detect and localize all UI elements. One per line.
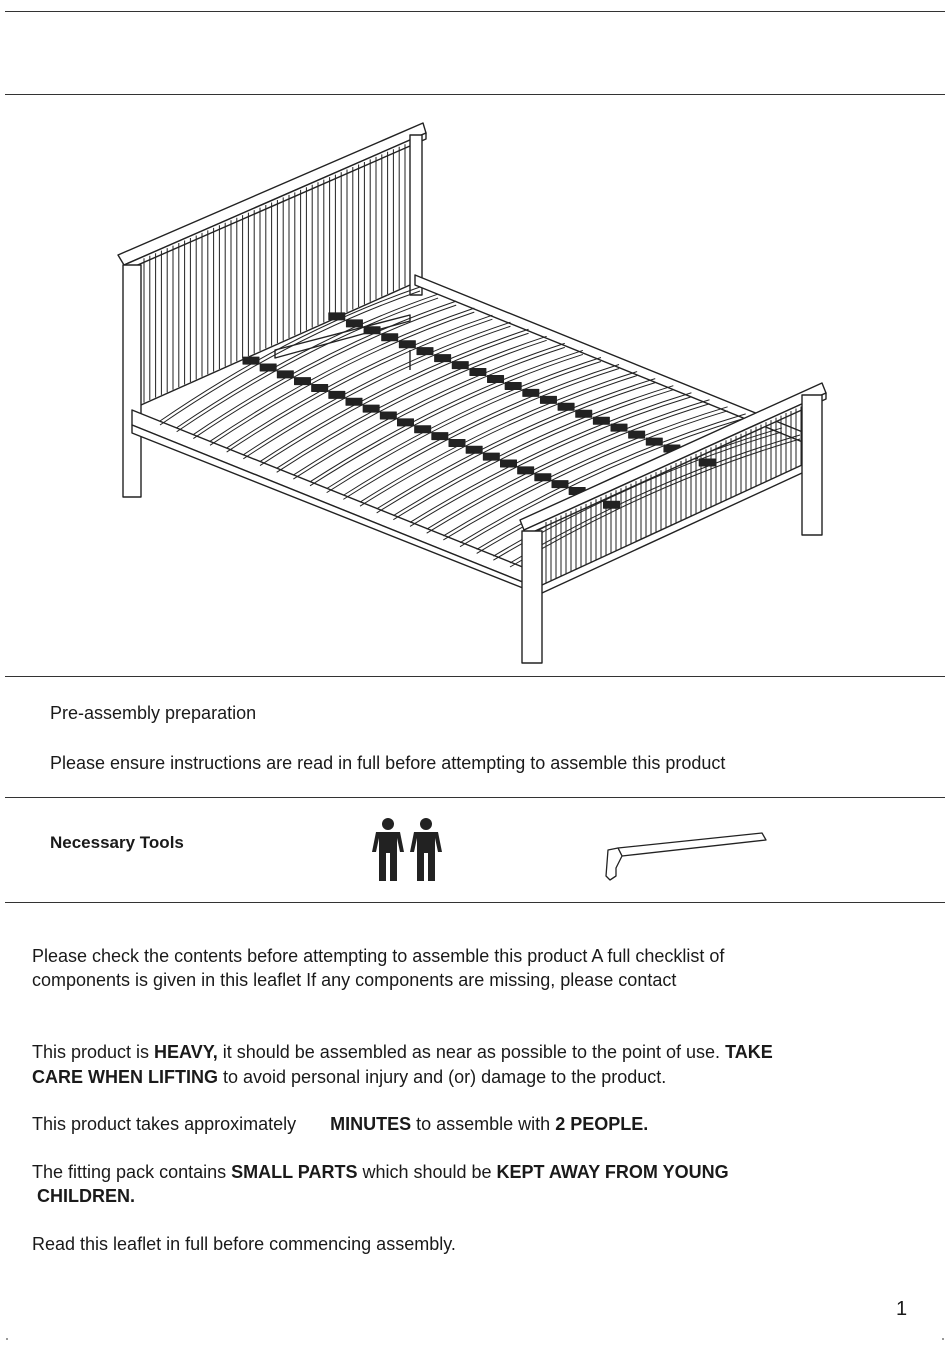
small-parts-text: which should be — [357, 1162, 497, 1182]
slat-holder — [417, 348, 433, 355]
small-parts-text: The fitting pack contains — [32, 1162, 232, 1182]
slat-holder — [699, 459, 715, 466]
top-rule — [5, 11, 945, 12]
slat-holder — [629, 431, 645, 438]
slat-holder — [380, 412, 396, 419]
two-people-icon — [368, 815, 446, 883]
slat-holder — [312, 385, 328, 392]
slat-holder — [260, 364, 276, 371]
contents-line-2: components is given in this leaflet If any components are missing, please contact — [32, 970, 677, 990]
slat-holder — [576, 410, 592, 417]
care-lifting-emphasis: CARE WHEN LIFTING — [32, 1067, 218, 1087]
slat-holder — [452, 362, 468, 369]
heavy-text: This product is — [32, 1042, 155, 1062]
slat-holder — [488, 375, 504, 382]
slat-holder — [415, 426, 431, 433]
prep-notice: Please ensure instructions are read in full before attempting to assemble this product — [50, 753, 726, 773]
slat-holder — [611, 424, 627, 431]
small-parts-line-1 — [32, 1160, 729, 1184]
illustration-bottom-rule — [5, 676, 945, 677]
slat-holder — [540, 396, 556, 403]
bed-slat — [177, 294, 438, 428]
slat-holder — [518, 467, 534, 474]
bed-illustration — [110, 115, 830, 675]
people-emphasis: 2 PEOPLE. — [555, 1114, 649, 1134]
header-rule — [5, 94, 945, 95]
slat-holder — [435, 355, 451, 362]
slat-holder — [593, 417, 609, 424]
bed-slat-edge — [227, 319, 493, 452]
slat-holder — [382, 334, 398, 341]
read-leaflet-note: Read this leaflet in full before commencing assembly. — [32, 1234, 456, 1254]
bed-slat — [443, 407, 727, 536]
time-line — [32, 1112, 648, 1136]
slat-holder — [501, 460, 517, 467]
slat-holder — [329, 391, 345, 398]
bed-slat — [460, 414, 746, 543]
bed-slat — [360, 372, 637, 503]
corner-mark — [6, 1338, 8, 1340]
allen-key-icon — [600, 828, 770, 888]
slat-holder — [346, 320, 362, 327]
prep-heading: Pre-assembly preparation — [50, 703, 257, 723]
slat-holder — [449, 439, 465, 446]
small-parts-line-2: CHILDREN. — [32, 1186, 135, 1206]
slat-holder — [295, 378, 311, 385]
heavy-warning-line-1 — [32, 1040, 773, 1064]
heavy-warning-line-2 — [32, 1065, 666, 1089]
time-text: to assemble with — [411, 1114, 556, 1134]
contents-line-1: Please check the contents before attempting to assemble this product A full checklist of — [32, 946, 725, 966]
slat-holder — [470, 369, 486, 376]
bed-slat — [410, 393, 691, 523]
small-parts-emphasis: SMALL PARTS — [231, 1162, 358, 1182]
slat-holder — [483, 453, 499, 460]
tools-label: Necessary Tools — [50, 833, 184, 852]
bed-slat — [343, 365, 619, 496]
minutes-emphasis: MINUTES — [330, 1114, 412, 1134]
slat-holder — [523, 389, 539, 396]
slat-holder — [552, 481, 568, 488]
slat-holder — [646, 438, 662, 445]
heavy-text: to avoid personal injury and (or) damage to the product. — [218, 1067, 667, 1087]
slat-holder — [243, 357, 259, 364]
slat-holder — [535, 474, 551, 481]
slat-holder — [558, 403, 574, 410]
slat-holder — [399, 341, 415, 348]
bed-slat — [310, 350, 583, 481]
take-emphasis: TAKE — [725, 1042, 773, 1062]
bed-slat — [277, 336, 547, 468]
kept-away-emphasis: KEPT AWAY FROM YOUNG — [496, 1162, 729, 1182]
slat-holder — [346, 398, 362, 405]
slat-holder — [432, 433, 448, 440]
bed-slat — [327, 357, 601, 488]
bed-slat — [293, 343, 564, 475]
bed-slat-edge — [193, 305, 456, 438]
heavy-emphasis: HEAVY, — [154, 1042, 218, 1062]
slat-holder — [364, 327, 380, 334]
time-text: This product takes approximately — [32, 1114, 297, 1134]
slat-holder — [277, 371, 293, 378]
prep-bottom-rule — [5, 797, 945, 798]
bed-slat-edge — [160, 291, 420, 425]
slat-holder — [398, 419, 414, 426]
slat-holder — [329, 313, 345, 320]
slat-holder — [363, 405, 379, 412]
corner-mark — [942, 1338, 944, 1340]
bed-slat — [193, 301, 456, 434]
slat-holder — [505, 382, 521, 389]
bed-slat — [210, 308, 474, 441]
heavy-text: it should be assembled as near as possible to the point of use. — [217, 1042, 726, 1062]
slat-holder — [466, 446, 482, 453]
tools-bottom-rule — [5, 902, 945, 903]
page-number: 1 — [896, 1298, 908, 1320]
